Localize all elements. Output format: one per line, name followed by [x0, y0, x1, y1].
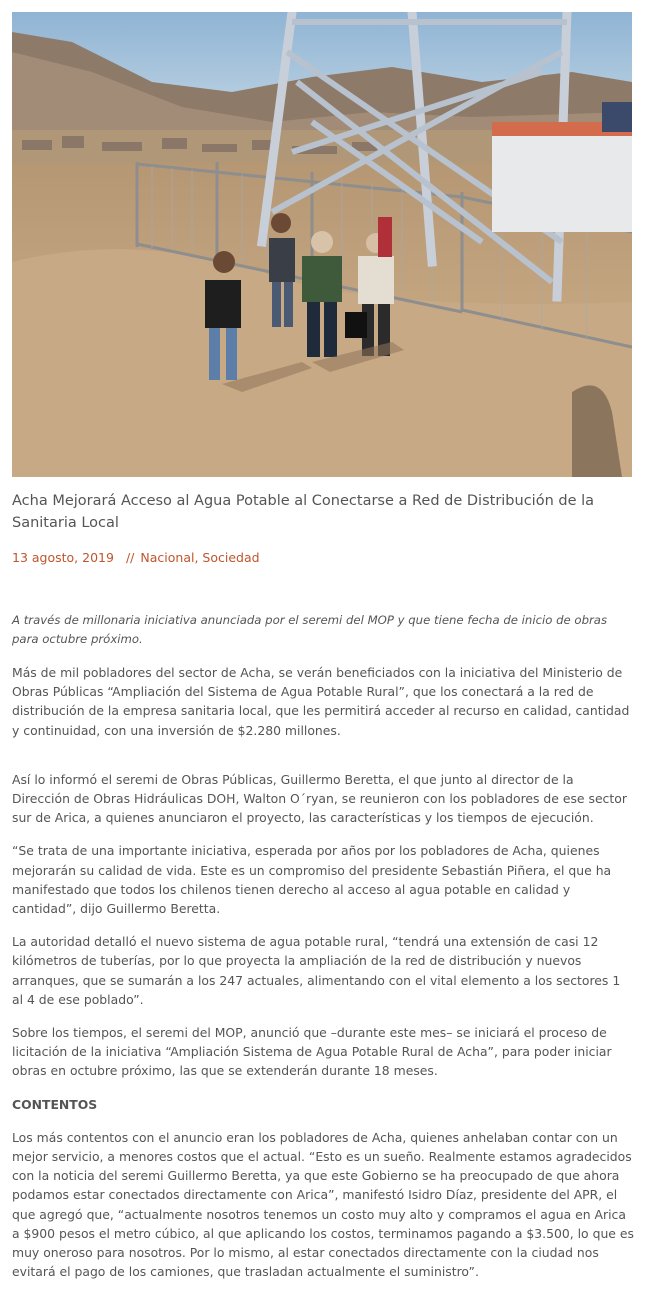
category-links[interactable]: Nacional, Sociedad	[140, 550, 260, 565]
article-paragraph: Así lo informó el seremi de Obras Públicas, Guillermo Beretta, el que junto al director de la Dirección de Obras Hidráulicas DOH, Walton O´ryan, se reunieron con los pobladores de ese sector sur de Arica, a quienes anunciaron el proyecto, las características y los tiempos de ejecución.	[12, 771, 627, 826]
meta-separator: //	[125, 550, 135, 565]
publish-date[interactable]: 13 agosto, 2019	[12, 550, 114, 565]
article-paragraph: Los más contentos con el anuncio eran los pobladores de Acha, quienes anhelaban contar con un mejor servicio, a menores costos que el actual. “Esto es un sueño. Realmente estamos agradecidos con la noticia del seremi Guillermo Beretta, ya que este Gobierno se ha preocupado de que ahora podamos estar conectados directamente con Arica”, manifestó Isidro Díaz, presidente del APR, el que agregó que, “actualmente nosotros tenemos un costo muy alto y compramos el agua en Arica a $900 pesos el metro cúbico, al que aplicando los costos, terminamos pagando a $3.500, lo que es muy oneroso para nosotros. Por lo mismo, al estar conectados directamente con la ciudad nos evitará el pago de los camiones, que trasladan actualmente el suministro”.	[12, 1129, 634, 1280]
article-lead: A través de millonaria iniciativa anunciada por el seremi del MOP y que tiene fecha de inicio de obras para octubre próximo.	[12, 613, 608, 646]
article-title: Acha Mejorará Acceso al Agua Potable al Conectarse a Red de Distribución de la Sanitaria Local	[12, 493, 595, 531]
article-paragraph: La autoridad detalló el nuevo sistema de agua potable rural, “tendrá una extensión de casi 12 kilómetros de tuberías, por lo que proyecta la ampliación de la red de distribución y nuevos arranques, que se sumarán a los 247 actuales, alimentando con el vital elemento a los sectores 1 al 4 de ese poblado”.	[12, 934, 621, 1007]
article-body	[12, 611, 634, 1295]
section-heading: CONTENTOS	[12, 1096, 98, 1112]
article-paragraph: Sobre los tiempos, el seremi del MOP, anunció que –durante este mes– se iniciará el proceso de licitación de la iniciativa “Ampliación Sistema de Agua Potable Rural de Acha”, para poder iniciar obras en octubre próximo, las que se extenderán durante 18 meses.	[12, 1025, 612, 1079]
article-paragraph: “Se trata de una importante iniciativa, esperada por años por los pobladores de Acha, quienes mejorarán su calidad de vida. Este es un compromiso del presidente Sebastián Piñera, el que ha manifestado que todos los chilenos tienen derecho al acceso al agua potable en calidad y cantidad”, dijo Guillermo Beretta.	[12, 843, 612, 917]
article-paragraph: Más de mil pobladores del sector de Acha, se verán beneficiados con la iniciativa del Ministerio de Obras Públicas “Ampliación del Sistema de Agua Potable Rural”, que los conectará a la red de distribución de la empresa sanitaria local, que les permitirá acceder al recurso en calidad, cantidad y continuidad, con una inversión de $2.280 millones.	[12, 665, 630, 738]
article-meta	[12, 549, 634, 567]
featured-image	[12, 12, 632, 477]
